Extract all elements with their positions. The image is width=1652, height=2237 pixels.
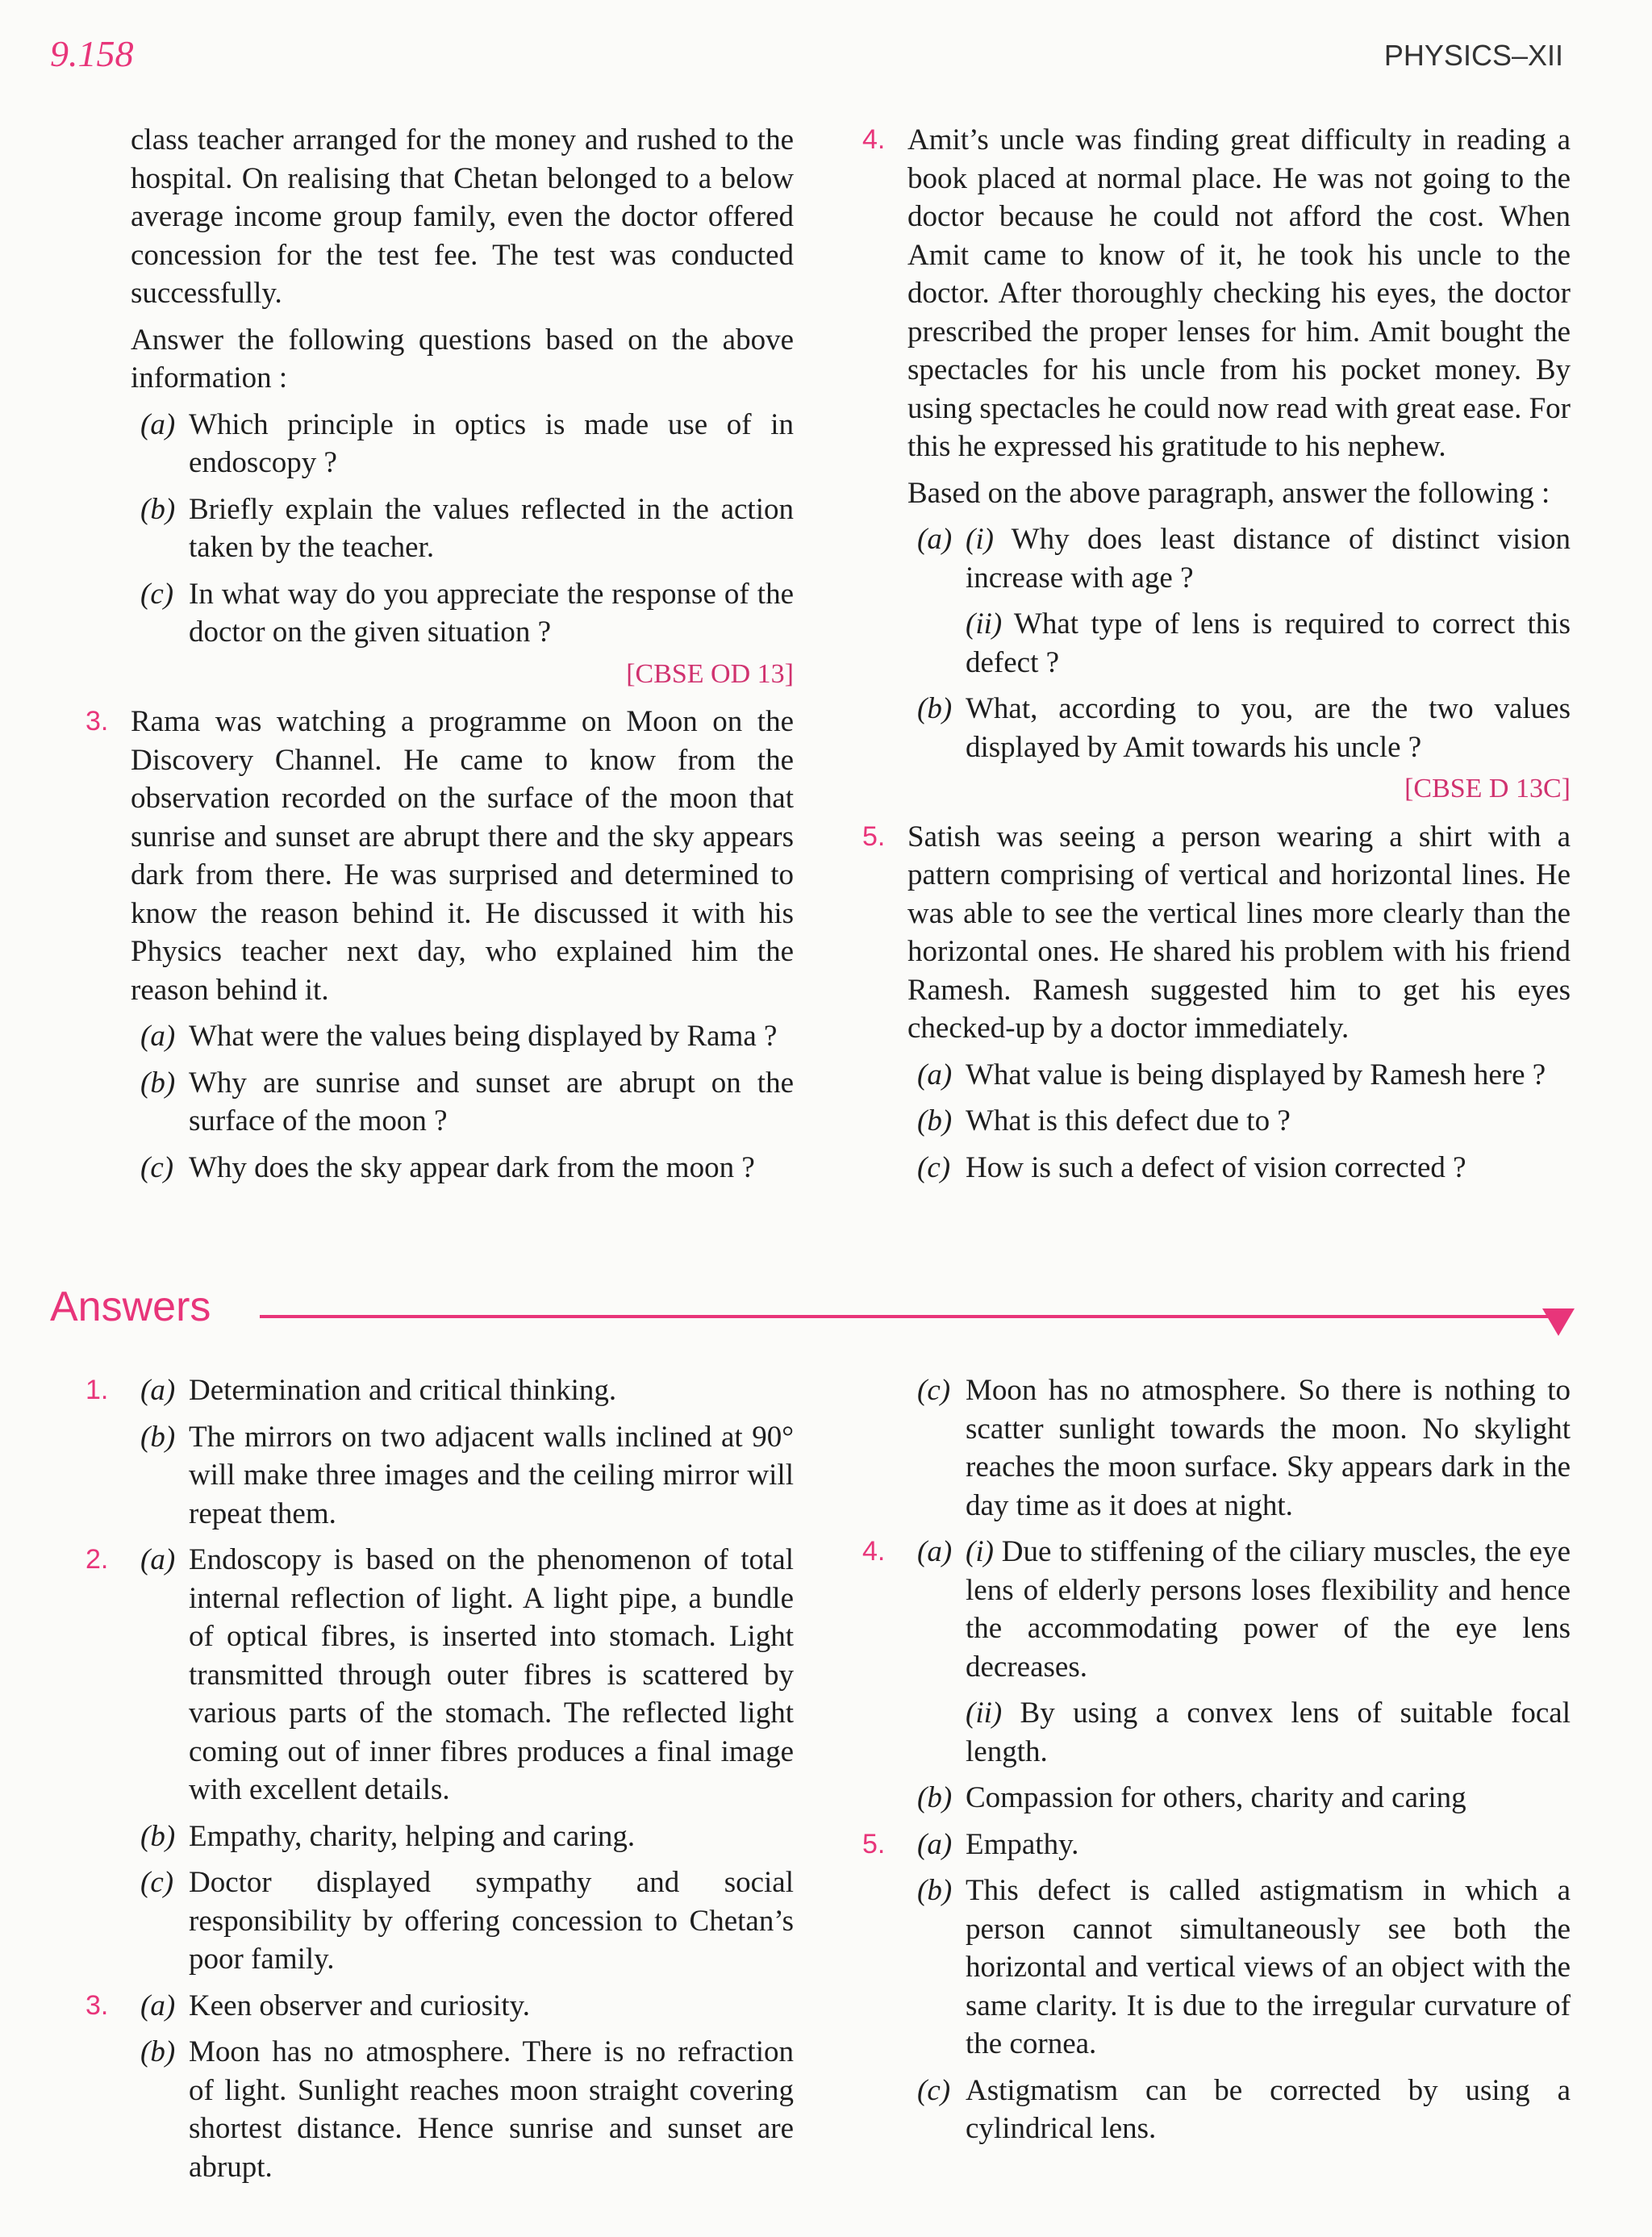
answer-text: Moon has no atmosphere. So there is nothing to scatter sunlight towards the moon. No skylight reaches the moon surface. Sky appears dark in the day time as it does at night. xyxy=(966,1374,1571,1522)
roman-label: (ii) xyxy=(966,607,1003,641)
answer-1b xyxy=(131,1418,794,1534)
sub-label: (b) xyxy=(917,692,953,725)
source-citation: [CBSE D 13C] xyxy=(1404,774,1571,803)
running-head: PHYSICS–XII xyxy=(1383,39,1563,72)
sub-label: (b) xyxy=(140,492,176,526)
answer-text: Due to stiffening of the ciliary muscles, the eye lens of elderly persons loses flexibility and hence the accommodating power of the eye lens decreases. xyxy=(966,1535,1571,1684)
question-4a-i xyxy=(907,520,1571,597)
question-number: 3. xyxy=(86,706,109,737)
question-prompt: Answer the following questions based on the above information : xyxy=(131,323,794,394)
answers-left-column xyxy=(86,1371,794,2194)
question-5a xyxy=(907,1056,1571,1095)
answer-text: Empathy. xyxy=(966,1827,1079,1861)
answer-text: Keen observer and curiosity. xyxy=(189,1989,530,2022)
sub-label: (c) xyxy=(917,1374,951,1407)
question-4a-ii xyxy=(907,605,1571,682)
right-column-questions xyxy=(862,121,1571,1195)
sub-label: (b) xyxy=(917,1781,953,1814)
question-text: Satish was seeing a person wearing a shirt with a pattern comprising of vertical and horizontal lines. He was able to see the vertical lines more clearly than the horizontal ones. He shared his problem with his friend Ramesh. Ramesh suggested him to get his eyes checked-up by a doctor immediately. xyxy=(907,820,1571,1045)
sub-label: (b) xyxy=(917,1874,953,1907)
answer-1a xyxy=(86,1371,794,1410)
answer-3c xyxy=(907,1371,1571,1525)
question-3b xyxy=(131,1064,794,1141)
answer-text: Moon has no atmosphere. There is no refraction of light. Sunlight reaches moon straight covering shortest distance. Hence sunrise and sunset are abrupt. xyxy=(189,2035,794,2184)
sub-label: (c) xyxy=(140,1150,174,1184)
answer-text: The mirrors on two adjacent walls inclined at 90° will make three images and the ceiling mirror will repeat them. xyxy=(189,1420,794,1530)
question-prompt: Based on the above paragraph, answer the following : xyxy=(907,476,1550,510)
answer-3a xyxy=(86,1987,794,2026)
answer-text: This defect is called astigmatism in which a person cannot simultaneously see both the horizontal and vertical views of an object with the same clarity. It is due to the irregular curvature of the cornea. xyxy=(966,1874,1571,2060)
answer-4a-i xyxy=(862,1533,1571,1686)
answer-text: Compassion for others, charity and caring xyxy=(966,1781,1466,1814)
answer-text: Determination and critical thinking. xyxy=(189,1374,617,1407)
question-4 xyxy=(862,121,1571,466)
question-number: 4. xyxy=(862,124,886,155)
answer-number: 4. xyxy=(862,1536,886,1567)
sub-label: (b) xyxy=(917,1104,953,1137)
question-5 xyxy=(862,818,1571,1048)
roman-label: (ii) xyxy=(966,1697,1003,1730)
answer-2c xyxy=(131,1863,794,1979)
sub-label: (c) xyxy=(140,1866,174,1899)
question-3c xyxy=(131,1149,794,1187)
answer-3b xyxy=(131,2033,794,2186)
sub-label: (a) xyxy=(140,1543,176,1576)
sub-text: Why does least distance of distinct vision increase with age ? xyxy=(966,523,1571,595)
roman-label: (i) xyxy=(966,523,994,556)
sub-label: (a) xyxy=(917,1535,953,1568)
question-text: Rama was watching a programme on Moon on the Discovery Channel. He came to know from the observation recorded on the surface of the moon that sunrise and sunset are abrupt there and the sky appears dark from there. He was surprised and determined to know the reason behind it. He discussed it with his Physics teacher next day, who explained him the reason behind it. xyxy=(131,705,794,1007)
answer-4b xyxy=(907,1779,1571,1818)
answer-number: 5. xyxy=(862,1828,886,1859)
question-5b xyxy=(907,1102,1571,1141)
answer-5b xyxy=(907,1872,1571,2064)
sub-text: Why are sunrise and sunset are abrupt on the surface of the moon ? xyxy=(189,1066,794,1137)
sub-label: (a) xyxy=(140,1989,176,2022)
question-text: Amit’s uncle was finding great difficulty in reading a book placed at normal place. He was not going to the doctor because he could not afford the cost. When Amit came to know of it, he took his uncle to the doctor. After thoroughly checking his eyes, the doctor prescribed the proper lenses for him. Amit bought the spectacles for his uncle from his pocket money. By using spectacles he could now read with great ease. For this he expressed his gratitude to his nephew. xyxy=(907,123,1571,463)
answer-number: 2. xyxy=(86,1544,109,1575)
sub-label: (a) xyxy=(917,1827,953,1861)
sub-text: What is this defect due to ? xyxy=(966,1104,1291,1137)
answer-5c xyxy=(907,2072,1571,2148)
sub-text: Briefly explain the values reflected in the action taken by the teacher. xyxy=(189,492,794,564)
sub-label: (c) xyxy=(140,577,174,611)
sub-text: Why does the sky appear dark from the moon ? xyxy=(189,1150,755,1184)
question-3a xyxy=(131,1017,794,1056)
answers-right-column xyxy=(862,1371,1571,2156)
answer-number: 3. xyxy=(86,1989,109,2021)
intro-paragraph: class teacher arranged for the money and rushed to the hospital. On realising that Chetan belonged to a below average income group family, even the doctor offered concession for the test fee. The test was conducted successfully. xyxy=(131,123,794,310)
left-column-questions xyxy=(86,121,794,1195)
sub-label: (b) xyxy=(140,1066,176,1100)
sub-label: (a) xyxy=(140,1374,176,1407)
sub-label: (b) xyxy=(140,2035,176,2068)
answer-2a xyxy=(86,1541,794,1809)
question-2b xyxy=(131,490,794,567)
sub-label: (a) xyxy=(140,407,176,441)
sub-text: Which principle in optics is made use of in endoscopy ? xyxy=(189,407,794,479)
sub-label: (c) xyxy=(917,2073,951,2107)
roman-label: (i) xyxy=(966,1535,994,1568)
question-3 xyxy=(86,703,794,1009)
answer-4a-ii xyxy=(907,1694,1571,1771)
answers-heading: Answers xyxy=(50,1283,211,1330)
sub-text: What type of lens is required to correct this defect ? xyxy=(966,607,1571,679)
sub-label: (b) xyxy=(140,1420,176,1454)
sub-text: What value is being displayed by Ramesh here ? xyxy=(966,1058,1546,1091)
sub-label: (b) xyxy=(140,1819,176,1853)
question-number: 5. xyxy=(862,820,886,852)
answers-arrow-icon xyxy=(1542,1308,1575,1336)
sub-label: (a) xyxy=(917,523,953,556)
question-4b xyxy=(907,690,1571,766)
sub-text: What, according to you, are the two values displayed by Amit towards his uncle ? xyxy=(966,692,1571,764)
sub-text: How is such a defect of vision corrected ? xyxy=(966,1150,1466,1184)
question-5c xyxy=(907,1149,1571,1187)
answers-rule xyxy=(260,1315,1566,1318)
answer-text: By using a convex lens of suitable focal length. xyxy=(966,1697,1571,1768)
sub-text: What were the values being displayed by Rama ? xyxy=(189,1020,778,1053)
source-citation: [CBSE OD 13] xyxy=(626,658,794,689)
question-2a xyxy=(131,406,794,482)
page-number: 9.158 xyxy=(50,33,134,74)
answer-2b xyxy=(131,1818,794,1856)
question-2c xyxy=(131,575,794,652)
answer-5a xyxy=(862,1826,1571,1864)
sub-label: (a) xyxy=(917,1058,953,1091)
sub-label: (c) xyxy=(917,1150,951,1184)
answer-text: Empathy, charity, helping and caring. xyxy=(189,1819,636,1853)
answer-text: Astigmatism can be corrected by using a cylindrical lens. xyxy=(966,2073,1571,2145)
answer-text: Doctor displayed sympathy and social responsibility by offering concession to Chetan’s poor family. xyxy=(189,1866,794,1976)
sub-label: (a) xyxy=(140,1020,176,1053)
answer-text: Endoscopy is based on the phenomenon of total internal reflection of light. A light pipe, a bundle of optical fibres, is inserted into stomach. Light transmitted through outer fibres is scattered by various parts of the stomach. The reflected light coming out of inner fibres produces a final image with excellent details. xyxy=(189,1543,794,1806)
answer-number: 1. xyxy=(86,1375,109,1405)
sub-text: In what way do you appreciate the response of the doctor on the given situation ? xyxy=(189,577,794,649)
